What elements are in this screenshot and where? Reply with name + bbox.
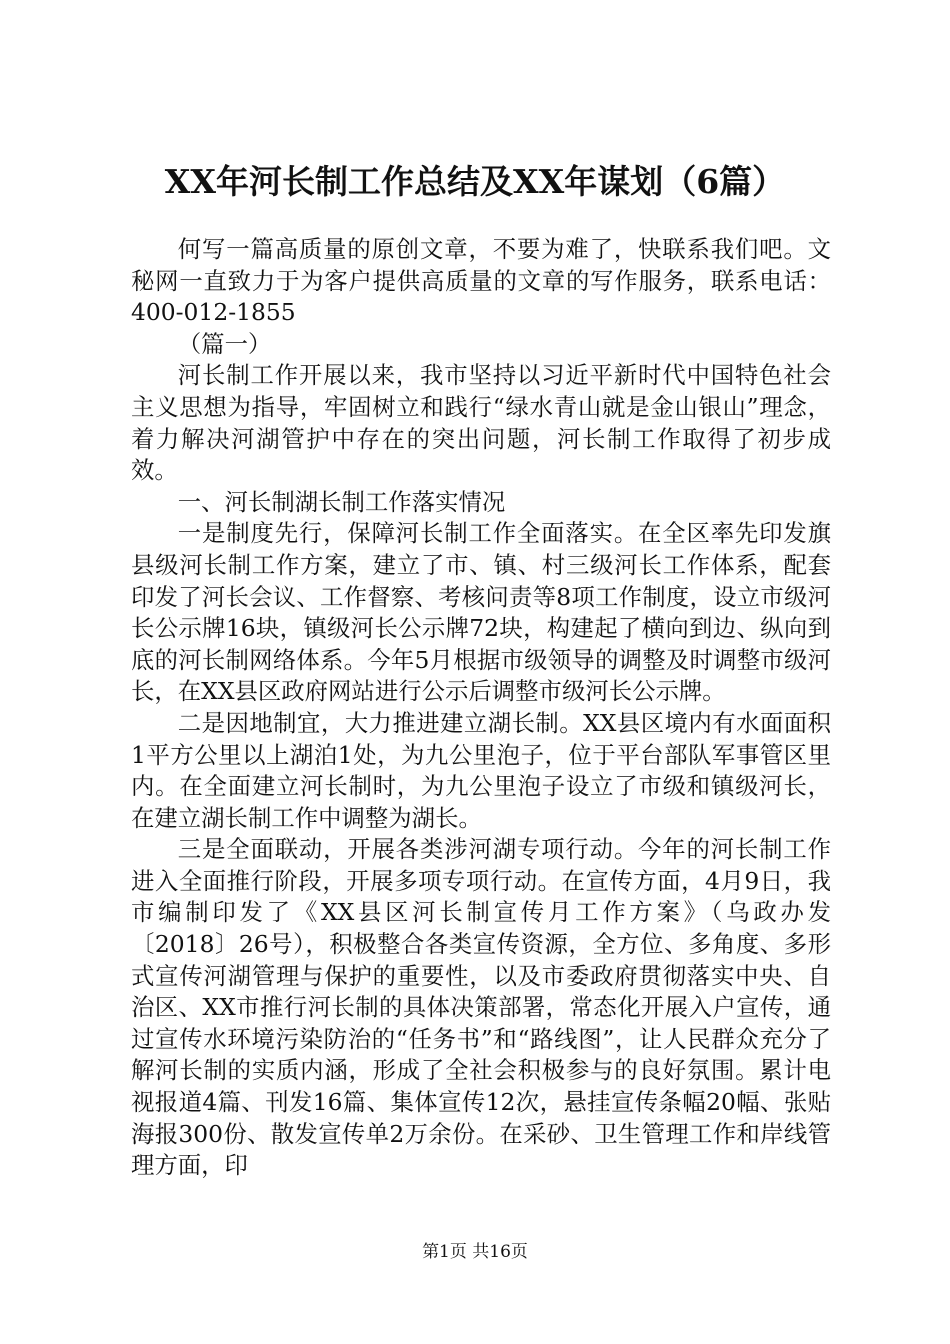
intro-paragraph: 何写一篇高质量的原创文章，不要为难了，快联系我们吧。文秘网一直致力于为客户提供高质量的文章的写作服务，联系电话：400-012-1855 [131, 235, 831, 327]
body-paragraph: 三是全面联动，开展各类涉河湖专项行动。今年的河长制工作进入全面推行阶段，开展多项专项行动。在宣传方面，4月9日，我市编制印发了《XX县区河长制宣传月工作方案》（乌政办发〔2018〕26号），积极整合各类宣传资源，全方位、多角度、多形式宣传河湖管理与保护的重要性，以及市委政府贯彻落实中央、自治区、XX市推行河长制的具体决策部署，常态化开展入户宣传，通过宣传水环境污染防治的“任务书”和“路线图”，让人民群众充分了解河长制的实质内涵，形成了全社会积极参与的良好氛围。累计电视报道4篇、刊发16篇、集体宣传12次，悬挂宣传条幅20幅、张贴海报300份、散发宣传单2万余份。在采砂、卫生管理工作和岸线管理方面，印 [131, 835, 831, 1180]
body-paragraph: 一是制度先行，保障河长制工作全面落实。在全区率先印发旗县级河长制工作方案，建立了市、镇、村三级河长工作体系，配套印发了河长会议、工作督察、考核问责等8项工作制度，设立市级河长公示牌16块，镇级河长公示牌72块，构建起了横向到边、纵向到底的河长制网络体系。今年5月根据市级领导的调整及时调整市级河长，在XX县区政府网站进行公示后调整市级河长公示牌。 [131, 519, 831, 706]
section-heading: 一、河长制湖长制工作落实情况 [177, 487, 506, 516]
section-label: （篇一） [177, 329, 272, 358]
body-paragraph: 二是因地制宜，大力推进建立湖长制。XX县区境内有水面面积1平方公里以上湖泊1处，为九公里泡子，位于平台部队军事管区里内。在全面建立河长制时，为九公里泡子设立了市级和镇级河长，在建立湖长制工作中调整为湖长。 [131, 708, 831, 832]
document-title: XX年河长制工作总结及XX年谋划（6篇） [164, 162, 786, 201]
page-footer: 第1页 共16页 [422, 1242, 528, 1262]
body-paragraph: 河长制工作开展以来，我市坚持以习近平新时代中国特色社会主义思想为指导，牢固树立和践行“绿水青山就是金山银山”理念，着力解决河湖管护中存在的突出问题，河长制工作取得了初步成效。 [131, 361, 831, 485]
document-body [131, 234, 831, 1182]
